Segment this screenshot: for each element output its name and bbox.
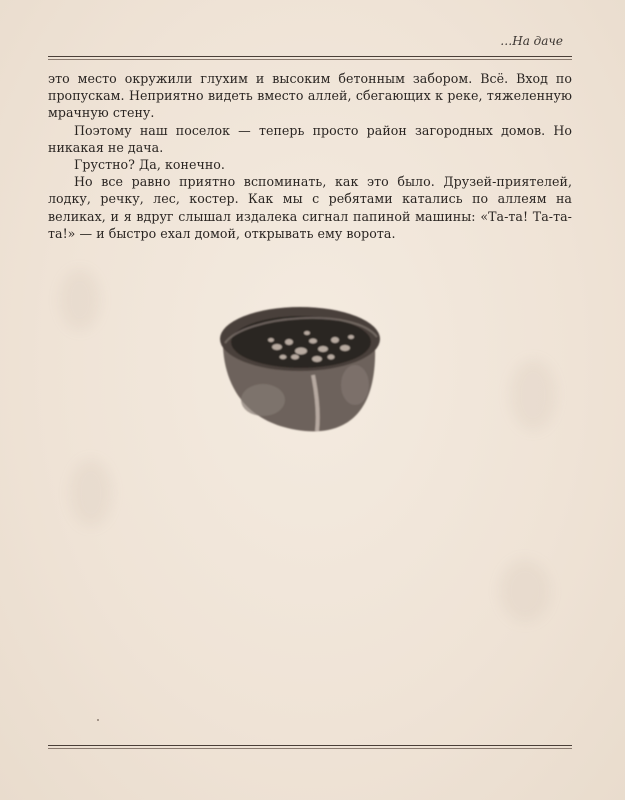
footer-rule xyxy=(48,745,572,746)
bleed-through-mark xyxy=(500,560,550,622)
paragraph: Но все равно приятно вспоминать, как это было. Друзей-приятелей, лодку, речку, лес, костер. Как мы с ребятами катались по аллеям на великах, и я вдруг слышал издалека сигнал папиной машины: «Та-та! Та-та-та!» — и быстро ехал домой, открывать ему ворота. xyxy=(48,174,572,241)
cup-body-shade xyxy=(241,384,285,416)
bleed-through-mark xyxy=(70,460,112,526)
paragraph: Грустно? Да, конечно. xyxy=(74,157,225,173)
header-rule-shadow xyxy=(48,59,572,60)
running-head: …На даче xyxy=(500,34,563,48)
paragraph: это место окружили глухим и высоким бетонным забором. Всё. Вход по пропускам. Неприятно видеть вместо аллей, сбегающих к реке, тяжеленную мрачную стену. xyxy=(48,71,572,121)
stray-mark xyxy=(97,719,99,721)
cup-body-shade xyxy=(341,365,369,405)
footer-rule-shadow xyxy=(48,748,572,749)
cup-interior xyxy=(231,316,371,368)
bleed-through-mark xyxy=(510,360,556,430)
paragraph: Поэтому наш поселок — теперь просто район загородных домов. Но никакая не дача. xyxy=(48,122,572,155)
header-rule xyxy=(48,56,572,57)
bleed-through-mark xyxy=(60,270,100,330)
cup-illustration xyxy=(205,285,395,445)
body-text xyxy=(48,70,572,242)
